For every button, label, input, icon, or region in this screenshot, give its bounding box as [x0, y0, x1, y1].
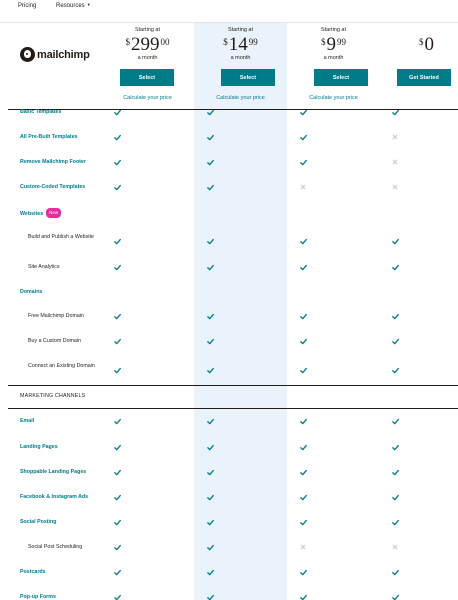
feature-label-text: Free Mailchimp Domain: [28, 313, 84, 319]
check-icon: [114, 159, 121, 166]
plan-price: [194, 35, 287, 54]
check-icon: [207, 367, 214, 374]
feature-label-text: Connect an Existing Domain: [28, 363, 95, 369]
feature-label: [28, 233, 98, 241]
check-icon: [114, 469, 121, 476]
feature-label: [20, 518, 57, 526]
feature-label: [20, 443, 58, 451]
feature-label-text: Email: [20, 418, 35, 424]
cross-icon: [300, 184, 306, 190]
price-period: a month: [137, 55, 158, 61]
feature-label: [28, 543, 98, 551]
check-icon: [392, 519, 399, 526]
cross-icon: [300, 544, 306, 550]
feature-row: [0, 208, 458, 216]
price-currency: $: [125, 37, 130, 47]
check-icon: [207, 313, 214, 320]
select-plan-button[interactable]: Select: [314, 69, 368, 86]
plan-3-included: [298, 592, 308, 600]
plan-1-included: [112, 467, 122, 477]
check-icon: [114, 494, 121, 501]
plan-3-included: [298, 107, 308, 117]
plan-4-included: [390, 365, 400, 375]
plan-4-included: [390, 311, 400, 321]
section-header-row: [0, 392, 458, 400]
price-currency: $: [419, 37, 424, 47]
feature-label: [20, 158, 86, 166]
feature-label: [20, 417, 34, 425]
feature-label: [20, 288, 42, 296]
plan-4-not-included: [390, 157, 400, 167]
plan-2-included: [205, 542, 215, 552]
check-icon: [392, 264, 399, 271]
plan-1-included: [112, 107, 122, 117]
chevron-down-icon: ▼: [86, 2, 91, 7]
plan-2-included: [205, 182, 215, 192]
plan-4-included: [390, 567, 400, 577]
feature-label-text: Buy a Custom Domain: [28, 338, 81, 344]
plan-3-included: [298, 467, 308, 477]
check-icon: [207, 569, 214, 576]
feature-row: [0, 518, 458, 526]
plan-2-included: [205, 132, 215, 142]
plan-4-included: [390, 236, 400, 246]
check-icon: [114, 367, 121, 374]
feature-row: [0, 183, 458, 191]
plan-1-included: [112, 182, 122, 192]
check-icon: [392, 469, 399, 476]
section-title: [20, 392, 85, 400]
price-amount: 299: [131, 34, 160, 55]
plan-header-2: [194, 22, 287, 108]
plan-3-not-included: [298, 182, 308, 192]
check-icon: [207, 238, 214, 245]
check-icon: [392, 494, 399, 501]
plan-3-included: [298, 157, 308, 167]
starting-at-label: Starting at: [227, 27, 254, 33]
check-icon: [300, 594, 307, 600]
feature-label: [28, 362, 98, 370]
feature-row: [0, 543, 458, 551]
feature-row: [0, 443, 458, 451]
check-icon: [300, 367, 307, 374]
plan-4-included: [390, 262, 400, 272]
feature-label-text: Domains: [20, 289, 43, 295]
check-icon: [300, 238, 307, 245]
plan-1-included: [112, 517, 122, 527]
plan-2-included: [205, 492, 215, 502]
check-icon: [300, 134, 307, 141]
cross-icon: [392, 184, 398, 190]
starting-at-label: Starting at: [134, 27, 161, 33]
plan-price: [101, 35, 194, 54]
feature-label-text: Social Posting: [20, 519, 57, 525]
feature-label: [28, 337, 98, 345]
check-icon: [114, 594, 121, 600]
plan-header-4: [380, 22, 458, 108]
feature-label-text: Pop-up Forms: [20, 594, 56, 600]
feature-row: [0, 417, 458, 425]
nav-resources-label: Resources: [56, 3, 85, 9]
plan-1-included: [112, 311, 122, 321]
check-icon: [114, 109, 121, 116]
check-icon: [392, 238, 399, 245]
plan-1-included: [112, 442, 122, 452]
plan-1-included: [112, 592, 122, 600]
feature-row: [0, 233, 458, 249]
check-icon: [114, 313, 121, 320]
plan-4-included: [390, 492, 400, 502]
calculate-price-link[interactable]: Calculate your price: [309, 95, 358, 101]
section-divider-top: [8, 385, 458, 386]
feature-label: [20, 108, 61, 116]
plan-4-included: [390, 592, 400, 600]
plan-1-included: [112, 542, 122, 552]
check-icon: [392, 569, 399, 576]
plan-header-3: [287, 22, 380, 108]
price-period: a month: [230, 55, 251, 61]
plan-1-included: [112, 365, 122, 375]
feature-label: [20, 593, 56, 600]
plan-3-included: [298, 567, 308, 577]
plan-2-included: [205, 416, 215, 426]
feature-row: [0, 568, 458, 576]
plan-3-included: [298, 236, 308, 246]
feature-label: [20, 468, 86, 476]
price-cents: 99: [337, 37, 346, 47]
plan-2-included: [205, 365, 215, 375]
plan-3-included: [298, 492, 308, 502]
plan-2-included: [205, 262, 215, 272]
feature-label-text: Shoppable Landing Pages: [20, 469, 87, 475]
plan-1-included: [112, 157, 122, 167]
starting-at-label: Starting at: [320, 27, 347, 33]
check-icon: [300, 569, 307, 576]
plan-4-included: [390, 467, 400, 477]
plan-4-included: [390, 416, 400, 426]
feature-label-text: Site Analytics: [28, 264, 60, 270]
check-icon: [392, 444, 399, 451]
plan-3-included: [298, 132, 308, 142]
plan-2-included: [205, 567, 215, 577]
plan-2-included: [205, 107, 215, 117]
plan-2-included: [205, 311, 215, 321]
plan-2-included: [205, 592, 215, 600]
feature-label-text: Remove Mailchimp Footer: [20, 159, 86, 165]
check-icon: [300, 494, 307, 501]
feature-label-text: MARKETING CHANNELS: [20, 393, 86, 399]
plan-2-included: [205, 442, 215, 452]
check-icon: [207, 444, 214, 451]
plan-header-1: [101, 22, 194, 108]
feature-row: [0, 362, 458, 378]
check-icon: [207, 469, 214, 476]
check-icon: [207, 544, 214, 551]
feature-row: [0, 337, 458, 345]
check-icon: [114, 418, 121, 425]
plan-4-included: [390, 442, 400, 452]
feature-label: [20, 208, 61, 218]
check-icon: [114, 444, 121, 451]
check-icon: [392, 109, 399, 116]
plan-1-included: [112, 262, 122, 272]
plan-price: [380, 35, 458, 54]
feature-label-text: Websites: [20, 211, 44, 217]
select-plan-button[interactable]: Select: [221, 69, 275, 86]
check-icon: [114, 184, 121, 191]
price-currency: $: [223, 37, 228, 47]
feature-label-text: Custom-Coded Templates: [20, 184, 86, 190]
plan-2-included: [205, 467, 215, 477]
check-icon: [392, 594, 399, 600]
plan-2-included: [205, 517, 215, 527]
check-icon: [300, 338, 307, 345]
section-divider-bottom: [8, 408, 458, 409]
plan-2-included: [205, 236, 215, 246]
feature-row: [0, 468, 458, 476]
plan-4-not-included: [390, 182, 400, 192]
plan-1-included: [112, 132, 122, 142]
price-cents: 00: [160, 37, 170, 47]
plan-4-included: [390, 517, 400, 527]
plan-3-included: [298, 262, 308, 272]
check-icon: [300, 313, 307, 320]
check-icon: [114, 134, 121, 141]
plan-1-included: [112, 567, 122, 577]
feature-label-text: Build and Publish a Website: [28, 234, 94, 240]
check-icon: [207, 134, 214, 141]
plan-3-included: [298, 311, 308, 321]
check-icon: [300, 159, 307, 166]
feature-label-text: Postcards: [20, 569, 46, 575]
check-icon: [207, 264, 214, 271]
check-icon: [392, 367, 399, 374]
feature-row: [0, 263, 458, 271]
check-icon: [207, 418, 214, 425]
feature-row: [0, 108, 458, 116]
calculate-price-link[interactable]: Calculate your price: [216, 95, 265, 101]
nav-pricing-link[interactable]: Pricing: [18, 3, 37, 9]
mailchimp-logo[interactable]: [20, 47, 90, 62]
check-icon: [392, 338, 399, 345]
price-currency: $: [321, 37, 326, 47]
check-icon: [300, 264, 307, 271]
check-icon: [207, 519, 214, 526]
cross-icon: [392, 544, 398, 550]
plan-3-included: [298, 416, 308, 426]
check-icon: [114, 569, 121, 576]
feature-row: [0, 133, 458, 141]
plan-price: [287, 35, 380, 54]
plan-4-not-included: [390, 132, 400, 142]
plan-4-included: [390, 107, 400, 117]
feature-label: [20, 568, 46, 576]
check-icon: [114, 544, 121, 551]
price-amount: 0: [424, 34, 434, 55]
feature-row: [0, 288, 458, 296]
cross-icon: [392, 134, 398, 140]
logo-wordmark: mailchimp: [37, 48, 90, 61]
plan-3-included: [298, 442, 308, 452]
feature-label: [20, 183, 85, 191]
check-icon: [300, 444, 307, 451]
check-icon: [392, 418, 399, 425]
plan-4-included: [390, 336, 400, 346]
feature-label-text: All Pre-Built Templates: [20, 134, 78, 140]
freddie-logo-icon: [20, 47, 35, 62]
plan-3-included: [298, 517, 308, 527]
cross-icon: [392, 159, 398, 165]
check-icon: [207, 594, 214, 600]
plan-3-included: [298, 336, 308, 346]
nav-resources-link[interactable]: [56, 3, 91, 9]
check-icon: [300, 418, 307, 425]
feature-row: [0, 312, 458, 320]
plan-2-included: [205, 157, 215, 167]
price-amount: 9: [326, 34, 336, 55]
price-cents: 99: [248, 37, 258, 47]
plan-1-included: [112, 416, 122, 426]
price-amount: 14: [228, 34, 248, 55]
feature-label: [28, 312, 98, 320]
feature-label: [20, 133, 78, 141]
select-plan-button[interactable]: Select: [120, 69, 174, 86]
calculate-price-link[interactable]: Calculate your price: [123, 95, 172, 101]
feature-label-text: Landing Pages: [20, 444, 58, 450]
plan-4-not-included: [390, 542, 400, 552]
check-icon: [114, 519, 121, 526]
plan-2-included: [205, 336, 215, 346]
check-icon: [114, 238, 121, 245]
check-icon: [300, 469, 307, 476]
check-icon: [392, 313, 399, 320]
get-started-button[interactable]: Get Started: [397, 69, 451, 86]
feature-label-text: Basic Templates: [20, 109, 62, 115]
top-nav: [0, 0, 458, 14]
feature-row: [0, 593, 458, 600]
feature-row: [0, 158, 458, 166]
check-icon: [300, 109, 307, 116]
plan-1-included: [112, 492, 122, 502]
check-icon: [207, 159, 214, 166]
feature-label-text: Social Post Scheduling: [28, 544, 83, 550]
price-period: a month: [323, 55, 344, 61]
check-icon: [207, 184, 214, 191]
plan-3-not-included: [298, 542, 308, 552]
check-icon: [300, 519, 307, 526]
feature-label: [20, 493, 88, 501]
check-icon: [207, 338, 214, 345]
check-icon: [114, 264, 121, 271]
feature-label: [28, 263, 98, 271]
feature-row: [0, 493, 458, 501]
plan-3-included: [298, 365, 308, 375]
plan-1-included: [112, 236, 122, 246]
feature-label-text: Facebook & Instagram Ads: [20, 494, 89, 500]
check-icon: [207, 494, 214, 501]
plan-1-included: [112, 336, 122, 346]
check-icon: [114, 338, 121, 345]
check-icon: [207, 109, 214, 116]
new-badge: New: [46, 208, 61, 218]
